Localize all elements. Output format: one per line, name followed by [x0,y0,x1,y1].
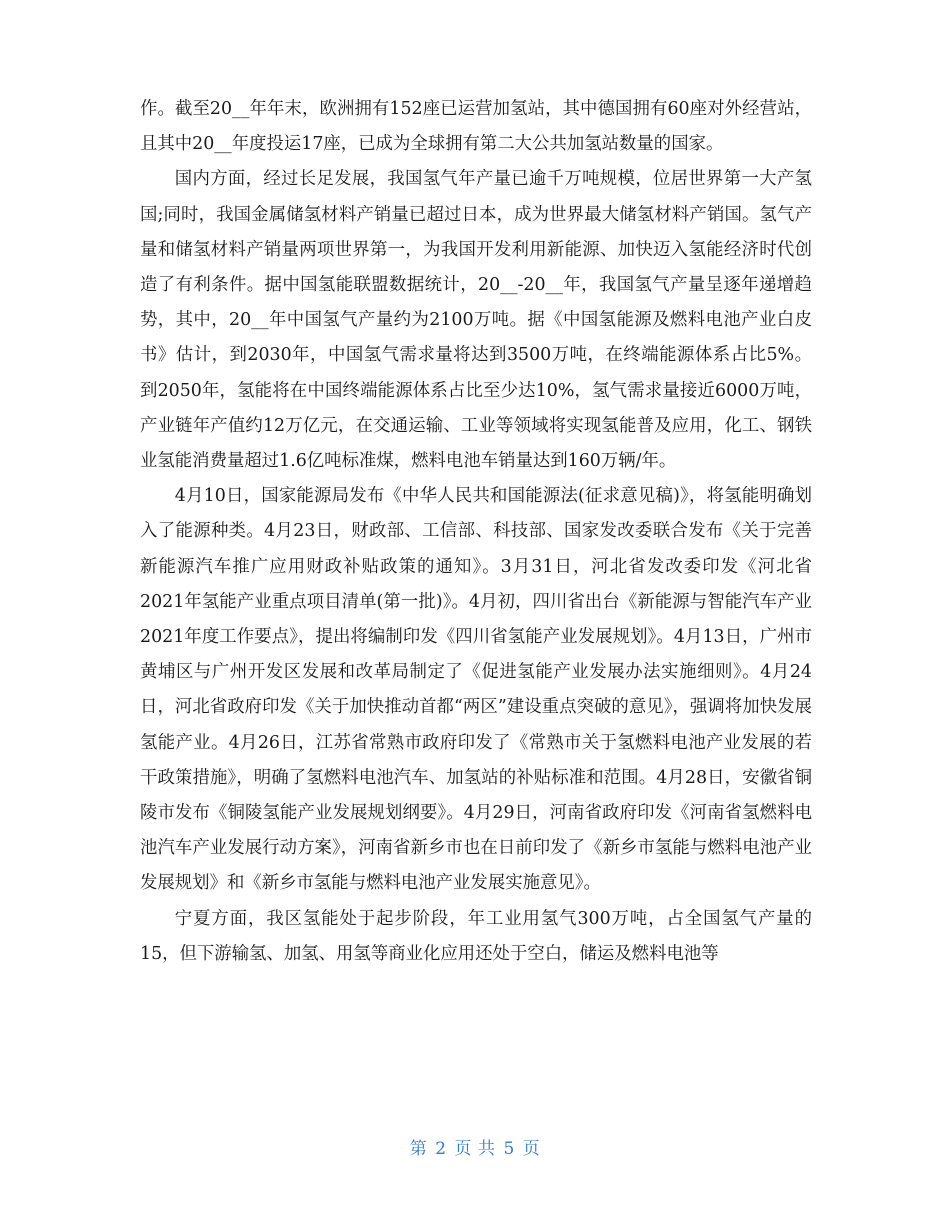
line: 入氢能经济时代创造了有利条件。据中国氢能联盟数据统计，20__-20__年，我国 [140,239,812,296]
line: 氢能源及燃料电池产业白皮书》估计，到2030年，中国氢气需求量将达到3500万 [140,310,812,366]
page-footer [0,1134,950,1159]
footer-prefix: 第 [409,1139,428,1159]
footer-middle: 页 共 [454,1139,496,1159]
line: 发改委印发《河北省2021年氢能产业重点项目清单(第一批)》。4月初，四川省 [140,556,812,612]
line: 动首都“两区”建设重点突破的意见》，强调将加快发展氢能产业。4月26日， [140,697,812,753]
line: 出台《新能源与智能汽车产业2021年度工作要点》，提出将编制印发《四川省氢 [140,591,812,648]
line: 吨，在终端能源体系占比5%。到2050年，氢能将在中国终端能源体系占比至少 [140,345,812,401]
page-number: 2 [435,1139,447,1159]
footer-suffix: 页 [522,1139,541,1159]
line: 量的15，但下游输氢、加氢、用氢等商业化应用还处于空白，储运及燃料电池等 [140,908,812,964]
line: 燃料电池车销量达到160万辆/年。 [411,451,677,472]
line: 能明确划入了能源种类。4月23日，财政部、工信部、科技部、国家发改委联合 [140,486,812,542]
line: 4月10日，国家能源局发布《中华人民共和国能源法(征求意见稿)》，将氢 [174,486,742,507]
line: 《促进氢能产业发展办法实施细则》。4月24日，河北省政府印发《关于加快推 [140,662,812,718]
line: 池汽车产业发展行动方案》，河南省新乡市也在日前印发了《新乡市氢能与燃料电 [140,838,760,859]
line: 营站，且其中20__年度投运17座，已成为全球拥有第二大公共加氢站数量的国 [140,99,812,155]
line: 国内方面，经过长足发展，我国氢气年产量已逾千万吨规模，位居世界第一 [174,169,760,190]
line: 发布《关于完善新能源汽车推广应用财政补贴政策的通知》。3月31日，河北省 [140,521,812,577]
line: 氢气产量呈逐年递增趋势，其中，20__年中国氢气产量约为2100万吨。据《中国 [140,275,812,331]
line: 作。截至20__年年末，欧洲拥有152座已运营加氢站，其中德国拥有60座对外经 [140,99,760,119]
line: 家。 [688,134,724,155]
line: 达10%，氢气需求量接近6000万吨，产业链年产值约12万亿元，在交通运输、 [140,380,812,436]
line: 大产氢国;同时，我国金属储氢材料产销量已超过日本，成为世界最大储氢材料产 [140,169,812,225]
line: 销国。氢气产量和储氢材料产销量两项世界第一，为我国开发利用新能源、加快迈 [140,204,812,260]
line: 确了氢燃料电池汽车、加氢站的补贴标准和范围。4月28日，安徽省铜陵市发布 [140,767,812,824]
document-body [140,92,812,972]
line: 能产业发展规划》。4月13日，广州市黄埔区与广州开发区发展和改革局制定了 [140,627,813,683]
paragraph-3 [140,479,812,901]
line: 江苏省常熟市政府印发了《常熟市关于氢燃料电池产业发展的若干政策措施》，明 [140,732,812,788]
total-pages: 5 [503,1139,515,1159]
paragraph-1 [140,92,812,162]
line: 池产业发展规划》和《新乡市氢能与燃料电池产业发展实施意见》。 [140,838,812,894]
line: 工业等领域将实现氢能普及应用，化工、钢铁业氢能消费量超过1.6亿吨标准煤， [140,415,812,472]
paragraph-2 [140,162,812,479]
paragraph-4 [140,902,812,972]
line: 宁夏方面，我区氢能处于起步阶段，年工业用氢气300万吨，占全国氢气产 [174,908,777,929]
line: 《铜陵氢能产业发展规划纲要》。4月29日，河南省政府印发《河南省氢燃料电 [210,803,812,824]
